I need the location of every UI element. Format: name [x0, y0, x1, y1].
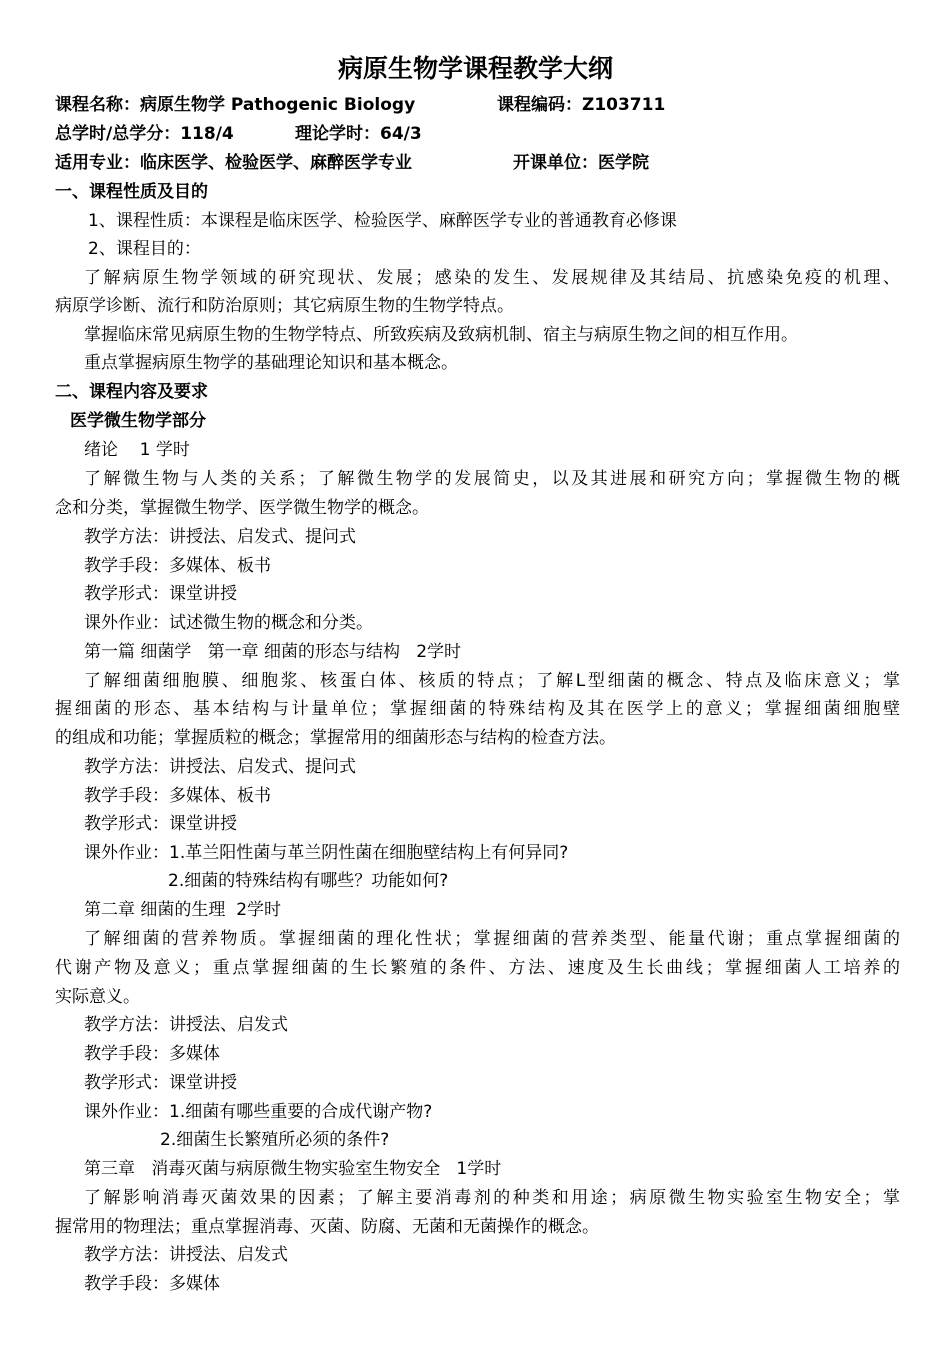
chapter-paragraph-line: 了解影响消毒灭菌效果的因素；了解主要消毒剂的种类和用途；病原微生物实验室生物安全；掌	[84, 1188, 900, 1208]
offering-dept: 开课单位：医学院	[513, 153, 649, 173]
teaching-means: 教学手段：多媒体	[84, 1274, 220, 1294]
course-name: 课程名称：病原生物学 Pathogenic Biology	[55, 95, 416, 115]
teaching-form: 教学形式：课堂讲授	[84, 814, 237, 834]
hours-credits: 总学时/总学分：118/4	[55, 124, 234, 144]
purpose-paragraph-line: 了解病原生物学领域的研究现状、发展；感染的发生、发展规律及其结局、抗感染免疫的机理、	[84, 268, 900, 288]
teaching-form: 教学形式：课堂讲授	[84, 1073, 237, 1093]
homework: 课外作业：1.革兰阳性菌与革兰阴性菌在细胞壁结构上有何异同?	[84, 843, 569, 863]
purpose-paragraph: 掌握临床常见病原生物的生物学特点、所致疾病及致病机制、宿主与病原生物之间的相互作用。	[84, 325, 798, 345]
theory-hours: 理论学时：64/3	[295, 124, 422, 144]
chapter-title: 第二章 细菌的生理 2学时	[84, 900, 282, 920]
chapter-paragraph-line: 握细菌的形态、基本结构与计量单位；掌握细菌的特殊结构及其在医学上的意义；掌握细菌细胞壁	[55, 699, 900, 719]
teaching-means: 教学手段：多媒体、板书	[84, 786, 271, 806]
teaching-method: 教学方法：讲授法、启发式	[84, 1015, 288, 1035]
homework: 2.细菌生长繁殖所必须的条件?	[160, 1130, 390, 1150]
homework: 课外作业：试述微生物的概念和分类。	[84, 613, 373, 633]
homework: 课外作业：1.细菌有哪些重要的合成代谢产物?	[84, 1102, 433, 1122]
teaching-form: 教学形式：课堂讲授	[84, 584, 237, 604]
majors-line	[55, 152, 900, 174]
course-name-line	[55, 94, 900, 116]
chapter-paragraph-line: 代谢产物及意义；重点掌握细菌的生长繁殖的条件、方法、速度及生长曲线；掌握细菌人工培养的	[55, 958, 900, 978]
teaching-means: 教学手段：多媒体	[84, 1044, 220, 1064]
chapter-paragraph-line: 了解微生物与人类的关系；了解微生物学的发展简史，以及其进展和研究方向；掌握微生物的概	[84, 469, 900, 489]
homework: 2.细菌的特殊结构有哪些？功能如何?	[168, 871, 449, 891]
teaching-method: 教学方法：讲授法、启发式、提问式	[84, 527, 356, 547]
chapter-paragraph-line: 实际意义。	[55, 987, 140, 1007]
teaching-method: 教学方法：讲授法、启发式、提问式	[84, 757, 356, 777]
chapter-paragraph-line: 念和分类，掌握微生物学、医学微生物学的概念。	[55, 498, 429, 518]
purpose-paragraph: 重点掌握病原生物学的基础理论知识和基本概念。	[84, 353, 458, 373]
page-title: 病原生物学课程教学大纲	[337, 54, 613, 83]
chapter-title: 第一篇 细菌学 第一章 细菌的形态与结构 2学时	[84, 642, 462, 662]
chapter-title: 绪论 1 学时	[84, 440, 190, 460]
chapter-paragraph-line: 了解细菌细胞膜、细胞浆、核蛋白体、核质的特点；了解L型细菌的概念、特点及临床意义；掌	[84, 671, 900, 691]
applicable-majors: 适用专业：临床医学、检验医学、麻醉医学专业	[55, 153, 412, 173]
purpose-paragraph-line: 病原学诊断、流行和防治原则；其它病原生物的生物学特点。	[55, 296, 514, 316]
teaching-means: 教学手段：多媒体、板书	[84, 556, 271, 576]
hours-line	[55, 123, 900, 145]
chapter-title: 第三章 消毒灭菌与病原微生物实验室生物安全 1学时	[84, 1159, 502, 1179]
teaching-method: 教学方法：讲授法、启发式	[84, 1245, 288, 1265]
course-code: 课程编码：Z103711	[497, 95, 666, 115]
chapter-paragraph-line: 握常用的物理法；重点掌握消毒、灭菌、防腐、无菌和无菌操作的概念。	[55, 1217, 599, 1237]
chapter-paragraph-line: 了解细菌的营养物质。掌握细菌的理化性状；掌握细菌的营养类型、能量代谢；重点掌握细菌的	[84, 929, 900, 949]
chapter-paragraph-line: 的组成和功能；掌握质粒的概念；掌握常用的细菌形态与结构的检查方法。	[55, 728, 616, 748]
section-heading-2: 二、课程内容及要求	[55, 382, 208, 402]
course-purpose-label: 2、课程目的：	[88, 239, 201, 259]
course-nature: 1、课程性质：本课程是临床医学、检验医学、麻醉医学专业的普通教育必修课	[88, 211, 677, 231]
subsection-heading: 医学微生物学部分	[70, 411, 206, 431]
section-heading-1: 一、课程性质及目的	[55, 182, 208, 202]
